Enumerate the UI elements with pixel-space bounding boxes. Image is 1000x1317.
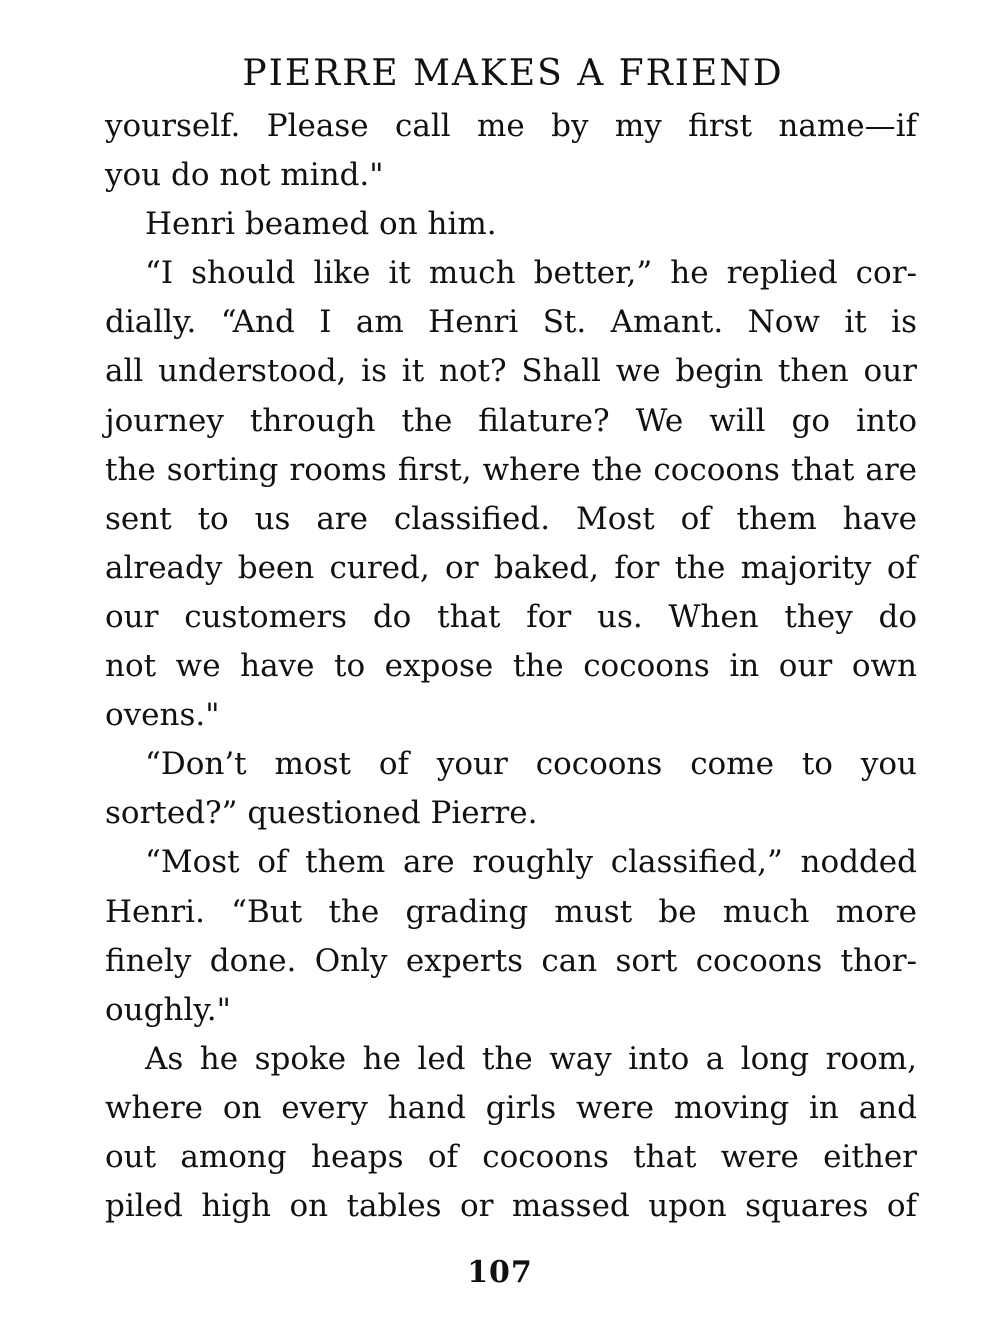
text-line: sent to us are classified. Most of them have [105, 500, 917, 537]
paragraph [105, 200, 917, 249]
text-line: dially. “And I am Henri St. Amant. Now it is [105, 304, 917, 341]
text-line: “I should like it much better,” he replied cor- [145, 255, 917, 292]
text-line: sorted?” questioned Pierre. [105, 795, 538, 832]
text-line: ovens." [105, 697, 220, 734]
paragraph [105, 102, 917, 200]
text-line: the sorting rooms first, where the cocoons that are [105, 451, 917, 488]
text-line: journey through the filature? We will go into [105, 402, 917, 439]
text-line: oughly." [105, 991, 231, 1028]
text-line: Henri beamed on him. [145, 206, 497, 243]
text-line: our customers do that for us. When they do [105, 598, 917, 635]
text-line: all understood, is it not? Shall we begin then our [105, 353, 917, 390]
text-line: “Most of them are roughly classified,” nodded [145, 844, 917, 881]
text-line: where on every hand girls were moving in and [105, 1089, 917, 1126]
text-line: “Don’t most of your cocoons come to you [145, 746, 917, 783]
paragraph [105, 249, 917, 740]
book-page [105, 50, 917, 1231]
text-line: you do not mind." [105, 157, 384, 194]
text-line: already been cured, or baked, for the majority of [105, 549, 917, 586]
text-line: As he spoke he led the way into a long room, [145, 1040, 917, 1077]
page-number: 107 [467, 1255, 533, 1290]
paragraph [105, 1035, 917, 1231]
text-line: piled high on tables or massed upon squares of [105, 1188, 917, 1225]
text-line: finely done. Only experts can sort cocoons thor- [105, 942, 917, 979]
paragraph [105, 838, 917, 1034]
text-line: out among heaps of cocoons that were either [105, 1138, 917, 1175]
text-line: Henri. “But the grading must be much more [105, 893, 917, 930]
running-head: PIERRE MAKES A FRIEND [242, 53, 784, 94]
text-line: yourself. Please call me by my first name—if [105, 108, 917, 144]
text-line: not we have to expose the cocoons in our own [105, 648, 917, 685]
paragraph [105, 740, 917, 838]
